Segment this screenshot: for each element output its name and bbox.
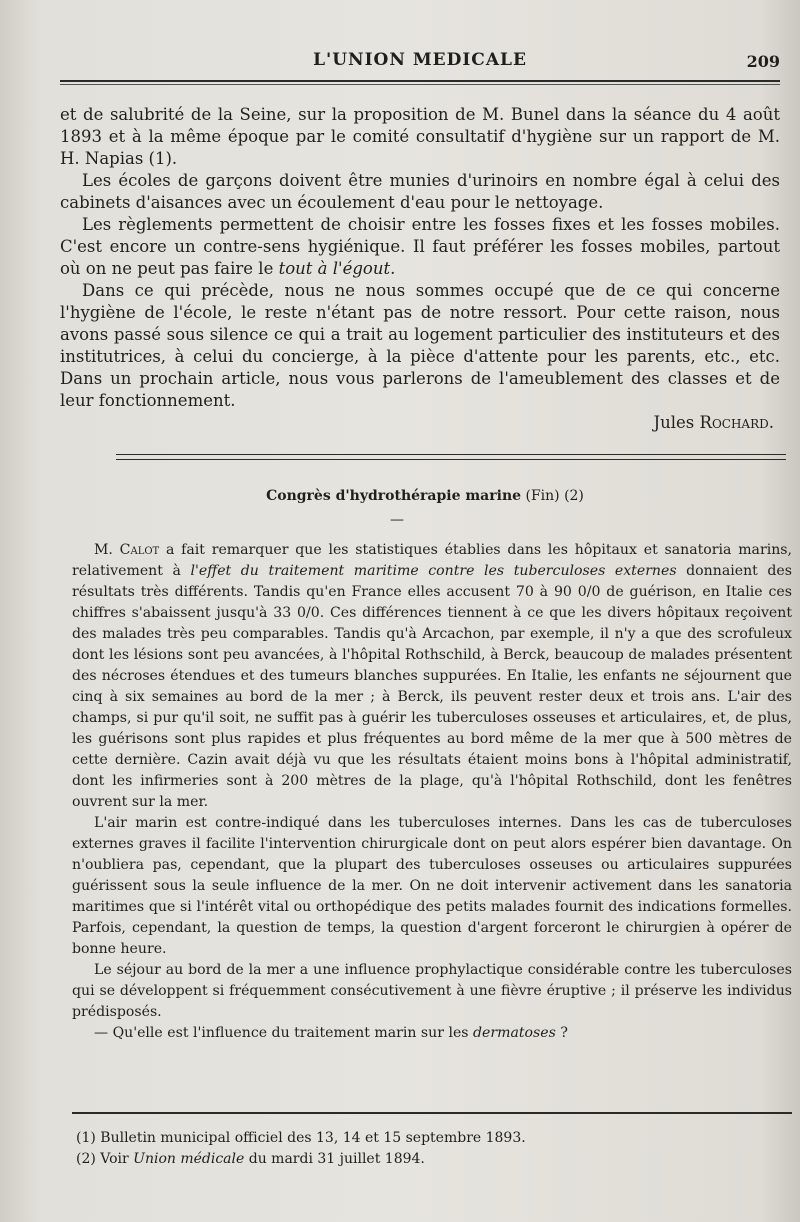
signature-first-name: Jules xyxy=(653,413,700,432)
paragraph xyxy=(60,214,780,280)
footnote-italic: Union médicale xyxy=(133,1151,245,1167)
running-head: L'UNION MEDICALE xyxy=(313,50,527,70)
paragraph-text: a fait remarquer que les statistiques établies dans les hôpitaux et sanatoria marins, relativement à xyxy=(72,542,792,579)
paragraph: L'air marin est contre-indiqué dans les tuberculoses internes. Dans les cas de tuberculoses externes graves il facilite l'intervention chirurgicale dont on peut alors espérer bien davantage. On n'oubliera pas, cependant, que la plupart des tuberculoses osseuses ou articulaires suppurées guérissent sous la seule influence de la mer. On ne doit intervenir activement dans les sanatoria maritimes que si l'intérêt vital ou orthopédique des petits malades fournit des indications formelles. Parfois, cependant, la question de temps, la question d'argent forceront le chirurgien à opérer de bonne heure. xyxy=(72,815,792,957)
italic-phrase: l'effet du traitement maritime contre les tuberculoses externes xyxy=(190,563,677,579)
italic-phrase: tout à l'égout. xyxy=(278,259,396,278)
article-hygiene-ecoles xyxy=(60,104,780,434)
paragraph xyxy=(72,1023,792,1044)
footnote-rule xyxy=(72,1112,792,1114)
footnote-text: du mardi 31 juillet 1894. xyxy=(244,1151,425,1167)
footnote xyxy=(76,1149,796,1170)
italic-phrase: dermatoses xyxy=(473,1025,556,1041)
section-divider xyxy=(116,454,786,455)
paragraph xyxy=(72,540,792,813)
speaker-name: M. Calot xyxy=(94,542,160,558)
paragraph-text: ? xyxy=(555,1025,568,1041)
footnote-text: (2) Voir xyxy=(76,1151,134,1167)
author-signature xyxy=(60,412,774,434)
footnote: (1) Bulletin municipal officiel des 13, 14 et 15 septembre 1893. xyxy=(76,1130,526,1146)
section-title-text: Congrès d'hydrothérapie marine xyxy=(266,488,522,504)
header-rule-thin xyxy=(60,84,780,85)
footnotes xyxy=(76,1128,796,1170)
paragraph-text: — Qu'elle est l'influence du traitement marin sur les xyxy=(94,1025,474,1041)
article-hydrotherapie xyxy=(72,540,792,1044)
title-dash: — xyxy=(390,512,404,528)
section-divider xyxy=(116,459,786,460)
section-title xyxy=(60,488,790,504)
section-title-suffix: (Fin) (2) xyxy=(521,488,584,504)
signature-last-name: Rochard. xyxy=(699,413,774,432)
paragraph-text: Les règlements permettent de choisir entre les fosses fixes et les fosses mobiles. C'est encore un contre-sens hygiénique. Il faut préférer les fosses mobiles, partout où on ne peut pas faire le xyxy=(60,215,780,278)
page-number: 209 xyxy=(746,52,780,71)
paragraph: Le séjour au bord de la mer a une influence prophylactique considérable contre les tuberculoses qui se développent si fréquemment consécutivement à une fièvre éruptive ; il préserve les individus prédisposés. xyxy=(72,962,792,1020)
paragraph: et de salubrité de la Seine, sur la proposition de M. Bunel dans la séance du 4 août 1893 et à la même époque par le comité consultatif d'hygiène sur un rapport de M. H. Napias (1). xyxy=(60,105,780,168)
page-header xyxy=(60,46,780,76)
header-rule xyxy=(60,80,780,82)
paragraph: Les écoles de garçons doivent être munies d'urinoirs en nombre égal à celui des cabinets d'aisances avec un écoulement d'eau pour le nettoyage. xyxy=(60,171,780,212)
paragraph-text: donnaient des résultats très différents. Tandis qu'en France elles accusent 70 à 90 0/0 de guérison, en Italie ces chiffres s'abaissent jusqu'à 33 0/0. Ces différences tiennent à ce que les divers hôpitaux reçoivent des malades très peu comparables. Tandis qu'à Arcachon, par exemple, il n'y a que des scrofuleux dont les lésions sont peu avancées, à l'hôpital Rothschild, à Berck, beaucoup de malades présentent des nécroses étendues et des tumeurs blanches suppurées. En Italie, les enfants ne séjournent que cinq à six semaines au bord de la mer ; à Berck, ils peuvent rester deux et trois ans. L'air des champs, si pur qu'il soit, ne suffit pas à guérir les tuberculoses osseuses et articulaires, et, de plus, les guérisons sont plus rapides et plus fréquentes au bord même de la mer que à 500 mètres de cette dernière. Cazin avait déjà vu que les résultats étaient moins bons à l'hôpital administratif, dont les infirmeries sont à 200 mètres de la plage, qu'à l'hôpital Rothschild, dont les fenêtres ouvrent sur la mer. xyxy=(72,563,792,810)
paragraph: Dans ce qui précède, nous ne nous sommes occupé que de ce qui concerne l'hygiène de l'école, le reste n'étant pas de notre ressort. Pour cette raison, nous avons passé sous silence ce qui a trait au logement particulier des instituteurs et des institutrices, à celui du concierge, à la pièce d'attente pour les parents, etc., etc. Dans un prochain article, nous vous parlerons de l'ameublement des classes et de leur fonctionnement. xyxy=(60,281,780,410)
